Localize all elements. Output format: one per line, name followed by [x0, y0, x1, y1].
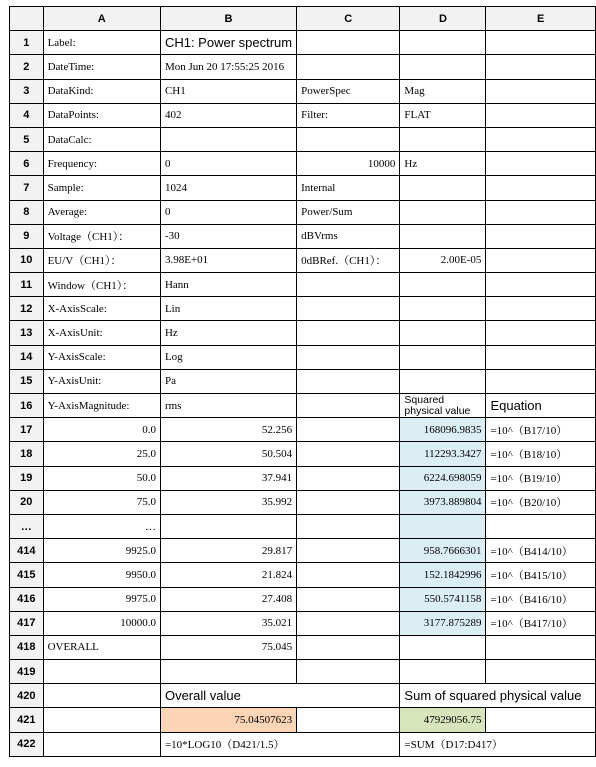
cell-d[interactable] — [400, 321, 486, 345]
row-header[interactable]: 19 — [10, 466, 44, 490]
cell-level[interactable]: 29.817 — [160, 539, 296, 563]
cell-level[interactable]: 35.021 — [160, 611, 296, 635]
cell-c[interactable]: Filter: — [297, 103, 400, 127]
cell-d[interactable]: Hz — [400, 152, 486, 176]
cell-c[interactable] — [297, 369, 400, 393]
column-header-c[interactable]: C — [297, 7, 400, 31]
overall-level[interactable]: 75.045 — [160, 635, 296, 659]
cell-c[interactable] — [297, 708, 400, 732]
row-header[interactable]: 4 — [10, 103, 44, 127]
cell-c[interactable] — [297, 563, 400, 587]
column-header-b[interactable]: B — [160, 7, 296, 31]
cell-b[interactable] — [160, 514, 296, 538]
row-header[interactable]: 20 — [10, 490, 44, 514]
spreadsheet-row — [10, 732, 596, 756]
cell-frequency[interactable]: 25.0 — [43, 442, 160, 466]
cell-e[interactable] — [486, 176, 596, 200]
cell-e[interactable] — [486, 224, 596, 248]
cell-c[interactable] — [297, 660, 400, 684]
row-header[interactable]: 2 — [10, 55, 44, 79]
row-header[interactable]: 11 — [10, 273, 44, 297]
cell-frequency[interactable]: 50.0 — [43, 466, 160, 490]
cell-e[interactable] — [486, 321, 596, 345]
cell-b[interactable]: Lin — [160, 297, 296, 321]
cell-e[interactable] — [486, 248, 596, 272]
row-header[interactable]: 420 — [10, 684, 44, 708]
cell-c[interactable] — [297, 55, 400, 79]
cell-equation[interactable]: =10^（B20/10） — [486, 490, 596, 514]
cell-d[interactable] — [400, 345, 486, 369]
cell-c[interactable] — [297, 611, 400, 635]
sum-squared-result[interactable]: 47929056.75 — [400, 708, 486, 732]
cell-e[interactable] — [486, 103, 596, 127]
cell-a[interactable]: Y-AxisScale: — [43, 345, 160, 369]
cell-e[interactable] — [486, 273, 596, 297]
cell-squared-value[interactable]: 3177.875289 — [400, 611, 486, 635]
spreadsheet-row — [10, 611, 596, 635]
row-header[interactable]: 415 — [10, 563, 44, 587]
cell-equation[interactable]: =10^（B18/10） — [486, 442, 596, 466]
column-header-e[interactable]: E — [486, 7, 596, 31]
cell-squared-value[interactable]: 550.5741158 — [400, 587, 486, 611]
cell-b[interactable]: CH1: Power spectrum — [160, 31, 296, 55]
cell-d[interactable] — [400, 224, 486, 248]
spreadsheet-row — [10, 418, 596, 442]
row-header[interactable]: 12 — [10, 297, 44, 321]
cell-a[interactable] — [43, 708, 160, 732]
corner-cell[interactable] — [10, 7, 44, 31]
row-header[interactable]: 422 — [10, 732, 44, 756]
cell-frequency[interactable]: 9925.0 — [43, 539, 160, 563]
spreadsheet-row — [10, 55, 596, 79]
cell-a[interactable]: EU/V（CH1）： — [43, 248, 160, 272]
row-header[interactable]: 14 — [10, 345, 44, 369]
cell-c[interactable]: Power/Sum — [297, 200, 400, 224]
row-header[interactable]: 6 — [10, 152, 44, 176]
row-header[interactable]: 16 — [10, 394, 44, 418]
row-header[interactable]: 1 — [10, 31, 44, 55]
cell-c[interactable] — [297, 273, 400, 297]
cell-c[interactable]: Internal — [297, 176, 400, 200]
spreadsheet-row — [10, 200, 596, 224]
cell-b[interactable]: 0 — [160, 152, 296, 176]
spreadsheet-row — [10, 466, 596, 490]
row-header[interactable]: 419 — [10, 660, 44, 684]
row-header[interactable]: 417 — [10, 611, 44, 635]
row-header[interactable]: 18 — [10, 442, 44, 466]
sum-squared-formula[interactable]: =SUM（D17:D417） — [400, 732, 596, 756]
cell-equation[interactable]: =10^（B416/10） — [486, 587, 596, 611]
cell-c[interactable] — [297, 321, 400, 345]
cell-c[interactable] — [297, 539, 400, 563]
cell-equation[interactable]: =10^（B417/10） — [486, 611, 596, 635]
row-header[interactable]: 9 — [10, 224, 44, 248]
cell-e[interactable] — [486, 660, 596, 684]
overall-label[interactable]: OVERALL — [43, 635, 160, 659]
spreadsheet-row — [10, 684, 596, 708]
cell-a[interactable] — [43, 660, 160, 684]
cell-d[interactable] — [400, 369, 486, 393]
cell-b[interactable] — [160, 127, 296, 151]
spreadsheet-row — [10, 587, 596, 611]
cell-d[interactable] — [400, 200, 486, 224]
cell-e[interactable] — [486, 152, 596, 176]
spreadsheet-row — [10, 514, 596, 538]
spreadsheet-row — [10, 660, 596, 684]
cell-c[interactable]: PowerSpec — [297, 79, 400, 103]
cell-e[interactable] — [486, 79, 596, 103]
cell-c[interactable] — [297, 31, 400, 55]
spreadsheet-row — [10, 490, 596, 514]
cell-c[interactable] — [297, 587, 400, 611]
row-header[interactable]: … — [10, 514, 44, 538]
cell-c[interactable] — [297, 394, 400, 418]
cell-c[interactable] — [297, 418, 400, 442]
cell-squared-value[interactable]: 168096.9835 — [400, 418, 486, 442]
cell-e[interactable] — [486, 708, 596, 732]
row-header[interactable]: 17 — [10, 418, 44, 442]
column-header-d[interactable]: D — [400, 7, 486, 31]
cell-d[interactable] — [400, 31, 486, 55]
spreadsheet-row — [10, 273, 596, 297]
cell-c[interactable] — [297, 490, 400, 514]
cell-b[interactable]: Hann — [160, 273, 296, 297]
row-header[interactable]: 416 — [10, 587, 44, 611]
spreadsheet-row — [10, 369, 596, 393]
cell-c[interactable] — [297, 345, 400, 369]
cell-c[interactable] — [297, 297, 400, 321]
cell-e[interactable] — [486, 514, 596, 538]
cell-squared-value[interactable]: 958.7666301 — [400, 539, 486, 563]
cell-c[interactable] — [297, 127, 400, 151]
spreadsheet-row — [10, 297, 596, 321]
cell-e[interactable] — [486, 55, 596, 79]
cell-d[interactable] — [400, 660, 486, 684]
cell-b[interactable]: 402 — [160, 103, 296, 127]
cell-equation[interactable]: =10^（B414/10） — [486, 539, 596, 563]
column-header-a[interactable]: A — [43, 7, 160, 31]
cell-level[interactable]: 50.504 — [160, 442, 296, 466]
cell-a[interactable]: Average: — [43, 200, 160, 224]
spreadsheet-row — [10, 345, 596, 369]
cell-level[interactable]: 21.824 — [160, 563, 296, 587]
cell-b[interactable]: rms — [160, 394, 296, 418]
row-header[interactable]: 7 — [10, 176, 44, 200]
cell-b[interactable]: 1024 — [160, 176, 296, 200]
spreadsheet-row — [10, 321, 596, 345]
spreadsheet-row — [10, 176, 596, 200]
row-header[interactable]: 414 — [10, 539, 44, 563]
cell-e[interactable] — [486, 31, 596, 55]
row-header[interactable]: 8 — [10, 200, 44, 224]
cell-squared-value[interactable]: 6224.698059 — [400, 466, 486, 490]
cell-a[interactable] — [43, 732, 160, 756]
row-header[interactable]: 421 — [10, 708, 44, 732]
cell-d[interactable] — [400, 635, 486, 659]
cell-level[interactable]: 27.408 — [160, 587, 296, 611]
cell-frequency[interactable]: 75.0 — [43, 490, 160, 514]
spreadsheet-row — [10, 635, 596, 659]
cell-equation[interactable]: =10^（B19/10） — [486, 466, 596, 490]
spreadsheet-row — [10, 708, 596, 732]
cell-level[interactable]: 52.256 — [160, 418, 296, 442]
cell-a[interactable] — [43, 684, 160, 708]
cell-c[interactable]: 0dBRef.（CH1）： — [297, 248, 400, 272]
cell-e[interactable] — [486, 200, 596, 224]
cell-frequency[interactable]: 10000.0 — [43, 611, 160, 635]
cell-b[interactable]: Log — [160, 345, 296, 369]
cell-b[interactable]: Pa — [160, 369, 296, 393]
cell-e[interactable] — [486, 345, 596, 369]
cell-d[interactable]: 2.00E-05 — [400, 248, 486, 272]
cell-frequency[interactable]: 0.0 — [43, 418, 160, 442]
cell-c[interactable]: dBVrms — [297, 224, 400, 248]
overall-value-formula[interactable]: =10*LOG10（D421/1.5） — [160, 732, 399, 756]
equation-header[interactable]: Equation — [486, 394, 596, 418]
cell-e[interactable] — [486, 297, 596, 321]
spreadsheet-row — [10, 539, 596, 563]
cell-a[interactable]: DataPoints: — [43, 103, 160, 127]
cell-level[interactable]: 37.941 — [160, 466, 296, 490]
spreadsheet-row — [10, 152, 596, 176]
cell-d[interactable] — [400, 127, 486, 151]
cell-c[interactable] — [297, 442, 400, 466]
cell-a[interactable]: DataCalc: — [43, 127, 160, 151]
spreadsheet-table — [9, 6, 596, 757]
overall-value-title[interactable]: Overall value — [160, 684, 399, 708]
row-header[interactable]: 3 — [10, 79, 44, 103]
cell-equation[interactable]: =10^（B415/10） — [486, 563, 596, 587]
cell-b[interactable]: CH1 — [160, 79, 296, 103]
column-header-row — [10, 7, 596, 31]
cell-e[interactable] — [486, 635, 596, 659]
cell-a[interactable]: DataKind: — [43, 79, 160, 103]
cell-a[interactable]: Voltage（CH1）： — [43, 224, 160, 248]
cell-a[interactable]: DateTime: — [43, 55, 160, 79]
cell-b[interactable]: Mon Jun 20 17:55:25 2016 — [160, 55, 296, 79]
cell-squared-value[interactable]: 3973.889804 — [400, 490, 486, 514]
cell-c[interactable] — [297, 466, 400, 490]
spreadsheet-row — [10, 563, 596, 587]
cell-c[interactable] — [297, 514, 400, 538]
spreadsheet-row — [10, 31, 596, 55]
cell-c[interactable] — [297, 635, 400, 659]
row-header[interactable]: 418 — [10, 635, 44, 659]
spreadsheet-row — [10, 224, 596, 248]
cell-a[interactable]: … — [43, 514, 160, 538]
spreadsheet-row — [10, 79, 596, 103]
cell-d[interactable]: FLAT — [400, 103, 486, 127]
cell-frequency[interactable]: 9975.0 — [43, 587, 160, 611]
cell-d[interactable] — [400, 176, 486, 200]
spreadsheet-row — [10, 103, 596, 127]
cell-a[interactable]: Sample: — [43, 176, 160, 200]
cell-a[interactable]: Y-AxisMagnitude: — [43, 394, 160, 418]
cell-d[interactable] — [400, 273, 486, 297]
cell-b[interactable]: 3.98E+01 — [160, 248, 296, 272]
squared-physical-value-header[interactable]: Squared physical value — [400, 394, 486, 418]
cell-b[interactable]: -30 — [160, 224, 296, 248]
spreadsheet-row — [10, 248, 596, 272]
cell-e[interactable] — [486, 369, 596, 393]
cell-equation[interactable]: =10^（B17/10） — [486, 418, 596, 442]
cell-b[interactable] — [160, 660, 296, 684]
sum-squared-title[interactable]: Sum of squared physical value — [400, 684, 596, 708]
cell-b[interactable]: Hz — [160, 321, 296, 345]
cell-b[interactable]: 0 — [160, 200, 296, 224]
cell-c[interactable]: 10000 — [297, 152, 400, 176]
cell-a[interactable]: Label: — [43, 31, 160, 55]
cell-a[interactable]: X-AxisScale: — [43, 297, 160, 321]
cell-d[interactable] — [400, 55, 486, 79]
row-header[interactable]: 5 — [10, 127, 44, 151]
cell-squared-value[interactable]: 152.1842996 — [400, 563, 486, 587]
cell-a[interactable]: Frequency: — [43, 152, 160, 176]
row-header[interactable]: 13 — [10, 321, 44, 345]
cell-a[interactable]: Window（CH1）： — [43, 273, 160, 297]
cell-level[interactable]: 35.992 — [160, 490, 296, 514]
spreadsheet-row — [10, 442, 596, 466]
cell-a[interactable]: Y-AxisUnit: — [43, 369, 160, 393]
cell-e[interactable] — [486, 127, 596, 151]
spreadsheet-row — [10, 127, 596, 151]
spreadsheet-row — [10, 394, 596, 418]
cell-d[interactable]: Mag — [400, 79, 486, 103]
cell-frequency[interactable]: 9950.0 — [43, 563, 160, 587]
cell-d[interactable] — [400, 297, 486, 321]
cell-a[interactable]: X-AxisUnit: — [43, 321, 160, 345]
overall-value-result[interactable]: 75.04507623 — [160, 708, 296, 732]
row-header[interactable]: 10 — [10, 248, 44, 272]
row-header[interactable]: 15 — [10, 369, 44, 393]
cell-squared-value[interactable]: 112293.3427 — [400, 442, 486, 466]
cell-squared-value[interactable] — [400, 514, 486, 538]
